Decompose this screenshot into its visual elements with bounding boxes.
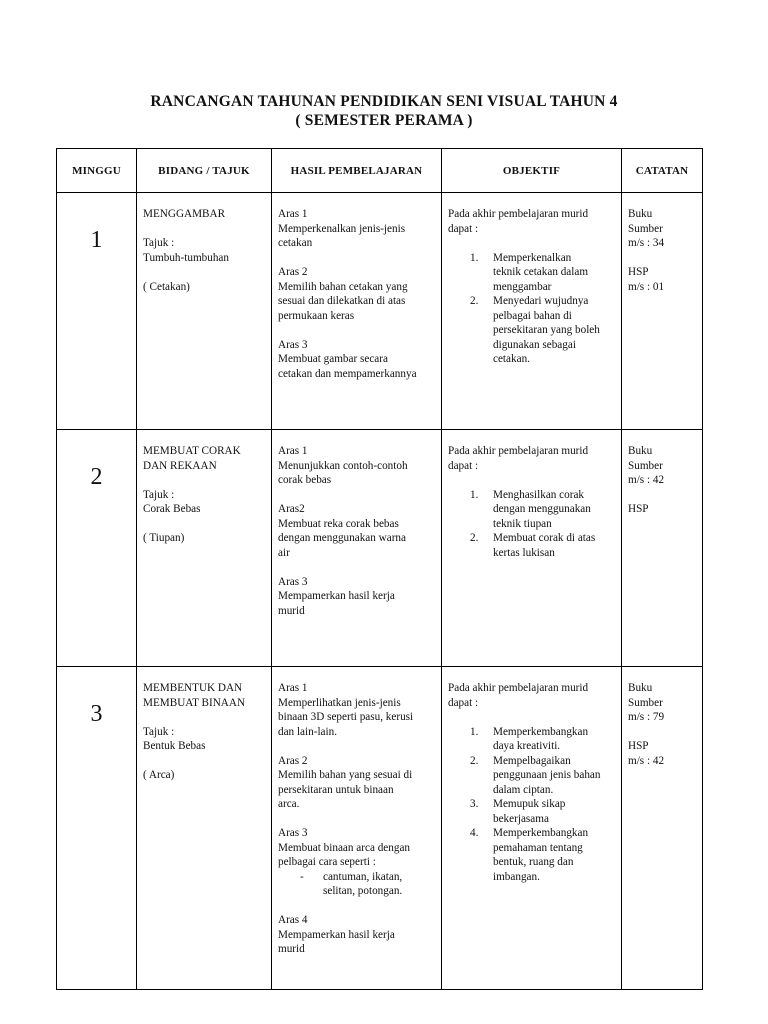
hasil-line: Aras 1 xyxy=(278,445,308,457)
spacer xyxy=(448,473,616,488)
hasil-line: murid xyxy=(278,604,305,617)
objektif-cell xyxy=(442,430,622,667)
spacer xyxy=(448,710,616,725)
hasil-line xyxy=(278,323,436,338)
hasil-line: corak bebas xyxy=(278,474,332,486)
header-row xyxy=(57,149,703,193)
objektif-line: digunakan sebagai xyxy=(493,338,576,351)
table-row xyxy=(57,193,703,430)
bidang-line: ( Arca) xyxy=(143,769,175,781)
objektif-line: Membuat corak di atas xyxy=(493,532,596,544)
title-line-2: ( SEMESTER PERAMA ) xyxy=(295,112,473,129)
catatan-line xyxy=(628,488,697,503)
bidang-line xyxy=(143,473,266,488)
hasil-dash-line: cantuman, ikatan, xyxy=(323,870,403,883)
objektif-line: penggunaan jenis bahan xyxy=(493,769,601,781)
objektif-line: persekitaran yang boleh xyxy=(493,324,600,336)
hasil-dash-item xyxy=(278,870,436,899)
objektif-line: Memperkembangkan xyxy=(493,827,589,839)
hasil-line: dengan menggunakan warna xyxy=(278,532,406,544)
header-objektif: OBJEKTIF xyxy=(442,149,622,193)
title-line-1: RANCANGAN TAHUNAN PENDIDIKAN SENI VISUAL TAHUN 4 xyxy=(150,93,618,110)
objektif-line: daya kreativiti. xyxy=(493,740,561,752)
hasil-line: Menunjukkan contoh-contoh xyxy=(278,459,408,472)
objektif-line: Menghasilkan corak xyxy=(493,488,585,501)
hasil-line: Aras 2 xyxy=(278,754,308,767)
hasil-line: permukaan keras xyxy=(278,309,355,322)
catatan-line: Buku xyxy=(628,682,653,694)
objektif-line: imbangan. xyxy=(493,870,540,883)
objektif-number: 2. xyxy=(470,295,479,307)
objektif-line: cetakan. xyxy=(493,353,530,365)
objektif-item xyxy=(448,251,616,295)
objektif-item xyxy=(448,725,616,754)
hasil-line: Memperkenalkan jenis-jenis xyxy=(278,222,406,235)
bidang-line xyxy=(143,710,266,725)
hasil-line: Membuat reka corak bebas xyxy=(278,517,399,530)
objektif-line: dalam ciptan. xyxy=(493,783,554,796)
catatan-line: HSP xyxy=(628,740,649,752)
objektif-number: 2. xyxy=(470,532,479,544)
hasil-line: Aras 2 xyxy=(278,266,308,278)
objektif-line: pelbagai bahan di xyxy=(493,309,572,322)
catatan-line: m/s : 34 xyxy=(628,237,665,249)
bidang-line: Tajuk : xyxy=(143,237,175,249)
bidang-line: MEMBUAT BINAAN xyxy=(143,696,246,709)
bidang-line: Tajuk : xyxy=(143,488,175,501)
objektif-intro-line: Pada akhir pembelajaran murid xyxy=(448,682,589,694)
dash-marker: - xyxy=(300,870,304,883)
hasil-cell xyxy=(272,430,442,667)
hasil-line: murid xyxy=(278,943,305,955)
objektif-line: teknik cetakan dalam xyxy=(493,266,589,278)
hasil-line: Mempamerkan hasil kerja xyxy=(278,928,395,941)
objektif-line: kertas lukisan xyxy=(493,546,555,559)
objektif-item xyxy=(448,797,616,826)
bidang-line: MEMBENTUK DAN xyxy=(143,682,243,694)
hasil-line xyxy=(278,251,436,266)
bidang-line: Tumbuh-tumbuhan xyxy=(143,251,229,264)
objektif-list xyxy=(448,725,616,885)
objektif-number: 1. xyxy=(470,251,479,264)
hasil-line: air xyxy=(278,546,290,559)
hasil-line: binaan 3D seperti pasu, kerusi xyxy=(278,711,414,723)
hasil-line xyxy=(278,812,436,827)
hasil-line: cetakan dan mempamerkannya xyxy=(278,367,417,380)
objektif-number: 4. xyxy=(470,827,479,839)
objektif-item xyxy=(448,531,616,560)
minggu-cell: 2 xyxy=(57,430,137,667)
objektif-intro-line: Pada akhir pembelajaran murid xyxy=(448,445,589,457)
catatan-line xyxy=(628,251,697,266)
hasil-line xyxy=(278,899,436,914)
bidang-line: Tajuk : xyxy=(143,725,175,738)
objektif-line: dengan menggunakan xyxy=(493,503,591,515)
hasil-line: arca. xyxy=(278,798,300,810)
catatan-line: HSP xyxy=(628,266,649,278)
hasil-line: Memilih bahan cetakan yang xyxy=(278,280,408,293)
catatan-line: Sumber xyxy=(628,222,663,235)
bidang-line: ( Tiupan) xyxy=(143,532,185,544)
catatan-line xyxy=(628,725,697,740)
hasil-line: Memilih bahan yang sesuai di xyxy=(278,769,413,781)
objektif-line: bentuk, ruang dan xyxy=(493,856,574,868)
bidang-cell xyxy=(137,667,272,990)
hasil-line: Aras 3 xyxy=(278,338,308,351)
objektif-intro-line: dapat : xyxy=(448,696,479,709)
header-hasil: HASIL PEMBELAJARAN xyxy=(272,149,442,193)
catatan-line: Buku xyxy=(628,208,653,220)
bidang-line: ( Cetakan) xyxy=(143,280,190,293)
hasil-line: Aras 4 xyxy=(278,914,308,926)
objektif-list xyxy=(448,488,616,561)
objektif-item xyxy=(448,294,616,367)
objektif-cell xyxy=(442,193,622,430)
hasil-line: Aras 3 xyxy=(278,827,308,839)
catatan-cell xyxy=(622,430,703,667)
bidang-cell xyxy=(137,430,272,667)
objektif-line: Memperkembangkan xyxy=(493,725,589,738)
bidang-line xyxy=(143,222,266,237)
spacer xyxy=(448,236,616,251)
catatan-line: Sumber xyxy=(628,459,663,472)
catatan-cell xyxy=(622,667,703,990)
bidang-line: Bentuk Bebas xyxy=(143,740,206,752)
catatan-line: m/s : 42 xyxy=(628,474,665,486)
minggu-cell: 1 xyxy=(57,193,137,430)
plan-table xyxy=(56,148,703,990)
hasil-line: Aras 3 xyxy=(278,575,308,588)
hasil-line: Aras2 xyxy=(278,503,305,515)
objektif-number: 3. xyxy=(470,798,479,810)
objektif-number: 1. xyxy=(470,725,479,738)
hasil-cell xyxy=(272,193,442,430)
hasil-line: Aras 1 xyxy=(278,208,308,220)
bidang-line: MEMBUAT CORAK xyxy=(143,445,241,457)
catatan-line: m/s : 42 xyxy=(628,754,665,767)
objektif-number: 2. xyxy=(470,754,479,767)
hasil-cell xyxy=(272,667,442,990)
objektif-list xyxy=(448,251,616,367)
objektif-line: pemahaman tentang xyxy=(493,841,583,854)
table-row xyxy=(57,667,703,990)
objektif-line: teknik tiupan xyxy=(493,517,552,530)
objektif-line: Memupuk sikap xyxy=(493,798,566,810)
bidang-line: DAN REKAAN xyxy=(143,459,217,472)
hasil-line: pelbagai cara seperti : xyxy=(278,856,376,868)
bidang-line xyxy=(143,265,266,280)
hasil-line: cetakan xyxy=(278,237,313,249)
hasil-line: persekitaran untuk binaan xyxy=(278,783,394,796)
header-minggu: MINGGU xyxy=(57,149,137,193)
hasil-line xyxy=(278,560,436,575)
page-title xyxy=(0,92,768,130)
hasil-line: sesuai dan dilekatkan di atas xyxy=(278,295,406,307)
hasil-dash-line: selitan, potongan. xyxy=(323,885,403,897)
bidang-line: Corak Bebas xyxy=(143,503,201,515)
objektif-cell xyxy=(442,667,622,990)
header-bidang: BIDANG / TAJUK xyxy=(137,149,272,193)
hasil-line: Aras 1 xyxy=(278,682,308,694)
objektif-intro-line: dapat : xyxy=(448,459,479,472)
bidang-cell xyxy=(137,193,272,430)
catatan-cell xyxy=(622,193,703,430)
hasil-line: Mempamerkan hasil kerja xyxy=(278,590,395,602)
bidang-line xyxy=(143,754,266,769)
catatan-line: Buku xyxy=(628,445,653,457)
hasil-line: Membuat binaan arca dengan xyxy=(278,841,411,854)
objektif-number: 1. xyxy=(470,488,479,501)
header-catatan: CATATAN xyxy=(622,149,703,193)
objektif-line: Memperkenalkan xyxy=(493,251,572,264)
objektif-line: menggambar xyxy=(493,280,552,293)
objektif-intro-line: Pada akhir pembelajaran murid xyxy=(448,208,589,220)
minggu-cell: 3 xyxy=(57,667,137,990)
hasil-line: dan lain-lain. xyxy=(278,725,338,738)
objektif-item xyxy=(448,488,616,532)
hasil-line: Membuat gambar secara xyxy=(278,353,388,365)
objektif-line: Mempelbagaikan xyxy=(493,754,571,767)
objektif-item xyxy=(448,754,616,798)
hasil-line: Memperlihatkan jenis-jenis xyxy=(278,696,401,709)
hasil-line xyxy=(278,739,436,754)
catatan-line: m/s : 01 xyxy=(628,280,665,293)
bidang-line: MENGGAMBAR xyxy=(143,208,226,220)
table-row xyxy=(57,430,703,667)
objektif-item xyxy=(448,826,616,884)
bidang-line xyxy=(143,517,266,532)
objektif-intro-line: dapat : xyxy=(448,222,479,235)
hasil-line xyxy=(278,488,436,503)
catatan-line: HSP xyxy=(628,503,649,515)
catatan-line: m/s : 79 xyxy=(628,711,665,723)
objektif-line: bekerjasama xyxy=(493,812,549,825)
catatan-line: Sumber xyxy=(628,696,663,709)
objektif-line: Menyedari wujudnya xyxy=(493,295,589,307)
